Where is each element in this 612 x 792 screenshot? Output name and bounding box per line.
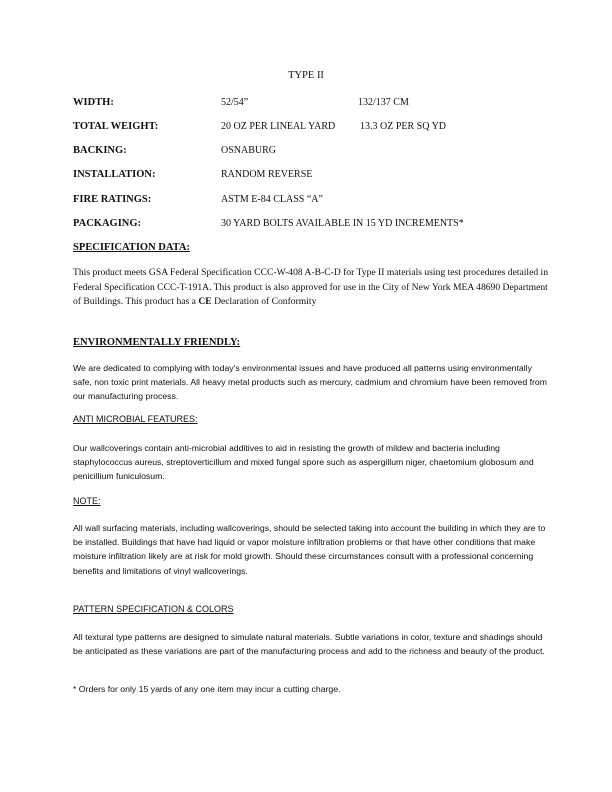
spec-label-backing: BACKING: — [73, 145, 127, 156]
specification-text-end: Declaration of Conformity — [211, 296, 317, 307]
spec-label-installation: INSTALLATION: — [73, 169, 156, 180]
note-paragraph: All wall surfacing materials, including wallcoverings, should be selected taking into account the building in which they are to be installed. Buildings that have had liquid or vapor moisture infiltration problems or that have other conditions that make moisture infiltration likely are at risk for mold growth. Should these circumstances consult with a professional concerning benefits and limitations of vinyl wallcoverings. — [73, 523, 546, 576]
spec-label-packaging: PACKAGING: — [73, 218, 142, 229]
spec-value-packaging: 30 YARD BOLTS AVAILABLE IN 15 YD INCREMENTS* — [221, 218, 464, 229]
spec-value-fire-ratings: ASTM E-84 CLASS “A” — [221, 194, 323, 205]
spec-value-installation: RANDOM REVERSE — [221, 169, 313, 180]
spec-label-total-weight: TOTAL WEIGHT: — [73, 121, 159, 132]
pattern-paragraph: All textural type patterns are designed to simulate natural materials. Subtle variations in color, texture and shadings should be anticipated as these variations are part of the manufacturing process and add to the richness and beauty of the product. — [73, 632, 545, 657]
antimicrobial-heading: ANTI MICROBIAL FEATURES: — [73, 414, 198, 424]
environment-paragraph: We are dedicated to complying with today’s environmental issues and have produced all patterns using environmentally safe, non toxic print materials. All heavy metal products such as mercury, cadmium and chromium have been removed from our manufacturing process. — [73, 363, 547, 402]
specification-paragraph — [73, 266, 548, 310]
spec-value-width-cm: 132/137 CM — [358, 97, 409, 108]
environment-heading: ENVIRONMENTALLY FRIENDLY: — [73, 337, 241, 348]
ce-mark: CE — [198, 296, 212, 307]
spec-label-fire-ratings: FIRE RATINGS: — [73, 194, 152, 205]
spec-value-backing: OSNABURG — [221, 145, 277, 156]
cutting-charge-footnote: * Orders for only 15 yards of any one item may incur a cutting charge. — [73, 684, 341, 694]
spec-value-weight-sq-yd: 13.3 OZ PER SQ YD — [360, 121, 447, 132]
document-title: TYPE II — [288, 70, 324, 81]
pattern-heading: PATTERN SPECIFICATION & COLORS — [73, 604, 234, 614]
note-heading: NOTE: — [73, 496, 101, 506]
spec-value-width: 52/54” — [221, 97, 249, 108]
spec-value-total-weight: 20 OZ PER LINEAL YARD — [221, 121, 336, 132]
specification-heading: SPECIFICATION DATA: — [73, 242, 190, 253]
specification-text: This product meets GSA Federal Specification CCC-W-408 A-B-C-D for Type II materials using test procedures detailed in Federal Specification CCC-T-191A. This product is also approved for use in the City of New York MEA 48690 Department of Buildings. This product has a — [73, 267, 549, 307]
antimicrobial-paragraph: Our wallcoverings contain anti-microbial additives to aid in resisting the growth of mildew and bacteria including staphylococcus aureus, streptoverticillum and mixed fungal spore such as aspergillum niger, chaetomium globosum and penicillium funiculosum. — [73, 443, 534, 482]
spec-label-width: WIDTH: — [73, 97, 114, 108]
